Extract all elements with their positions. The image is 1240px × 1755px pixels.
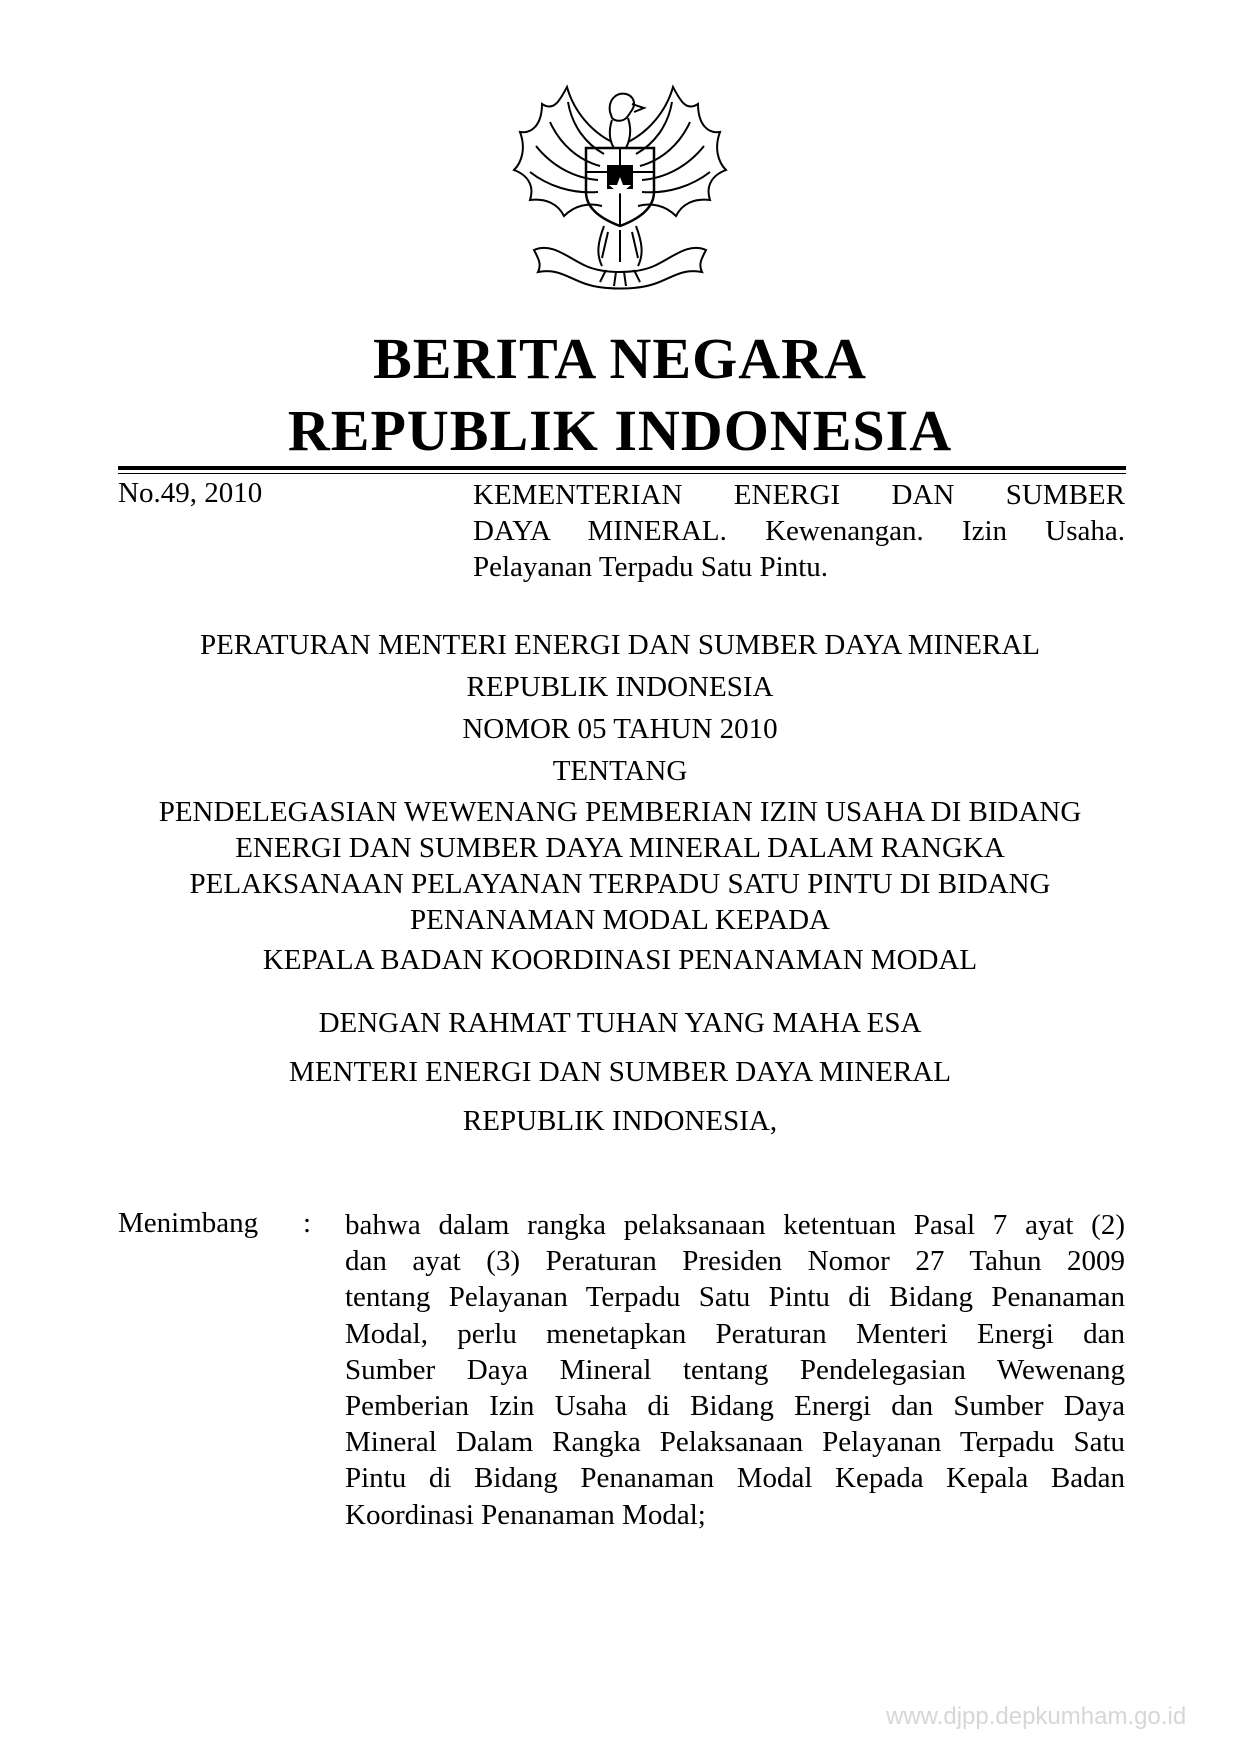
considering-line: Koordinasi Penanaman Modal; [345, 1498, 706, 1531]
regulation-addressee: KEPALA BADAN KOORDINASI PENANAMAN MODAL [262, 944, 978, 976]
preamble-line: DENGAN RAHMAT TUHAN YANG MAHA ESA [318, 1007, 922, 1039]
masthead-title: BERITA NEGARA [373, 326, 867, 391]
regulation-about-line: ENERGI DAN SUMBER DAYA MINERAL DALAM RANGKA [235, 832, 1005, 864]
issue-subject-line: DAYA MINERAL. Kewenangan. Izin Usaha. [473, 515, 1125, 547]
considering-line: Pintu di Bidang Penanaman Modal Kepada Kepala Badan [345, 1462, 1125, 1495]
considering-line: tentang Pelayanan Terpadu Satu Pintu di Bidang Penanaman [345, 1281, 1125, 1314]
issue-number: No.49, 2010 [118, 477, 263, 509]
regulation-about-line: PELAKSANAAN PELAYANAN TERPADU SATU PINTU DI BIDANG [189, 868, 1051, 900]
considering-colon: : [303, 1207, 312, 1239]
considering-line: dan ayat (3) Peraturan Presiden Nomor 27 Tahun 2009 [345, 1245, 1125, 1278]
watermark: www.djpp.depkumham.go.id [886, 1703, 1187, 1730]
considering-line: Mineral Dalam Rangka Pelaksanaan Pelayanan Terpadu Satu [345, 1426, 1125, 1459]
regulation-about [100, 794, 1140, 938]
considering-label: Menimbang [118, 1207, 259, 1239]
header-divider-thin [118, 473, 1126, 474]
issue-subject-line: KEMENTERIAN ENERGI DAN SUMBER [473, 479, 1125, 511]
considering-line: Modal, perlu menetapkan Peraturan Menteri Energi dan [345, 1317, 1125, 1350]
issue-subject [473, 477, 1125, 585]
considering-line: Pemberian Izin Usaha di Bidang Energi dan Sumber Daya [345, 1390, 1125, 1423]
regulation-number: NOMOR 05 TAHUN 2010 [462, 713, 778, 745]
regulation-country: REPUBLIK INDONESIA [466, 671, 774, 703]
regulation-title: PERATURAN MENTERI ENERGI DAN SUMBER DAYA MINERAL [200, 629, 1040, 661]
header-divider [118, 466, 1126, 470]
considering-line: Sumber Daya Mineral tentang Pendelegasian Wewenang [345, 1353, 1125, 1386]
masthead-subtitle: REPUBLIK INDONESIA [287, 398, 953, 463]
regulation-about-label: TENTANG [552, 755, 688, 787]
considering-text [345, 1207, 1125, 1533]
considering-line: bahwa dalam rangka pelaksanaan ketentuan Pasal 7 ayat (2) [345, 1209, 1125, 1241]
regulation-about-line: PENANAMAN MODAL KEPADA [410, 904, 830, 936]
regulation-about-line: PENDELEGASIAN WEWENANG PEMBERIAN IZIN USAHA DI BIDANG [158, 796, 1082, 828]
garuda-pancasila-emblem [512, 82, 728, 300]
preamble-country: REPUBLIK INDONESIA, [462, 1105, 778, 1137]
preamble-minister: MENTERI ENERGI DAN SUMBER DAYA MINERAL [289, 1056, 951, 1088]
issue-subject-line: Pelayanan Terpadu Satu Pintu. [473, 551, 829, 583]
